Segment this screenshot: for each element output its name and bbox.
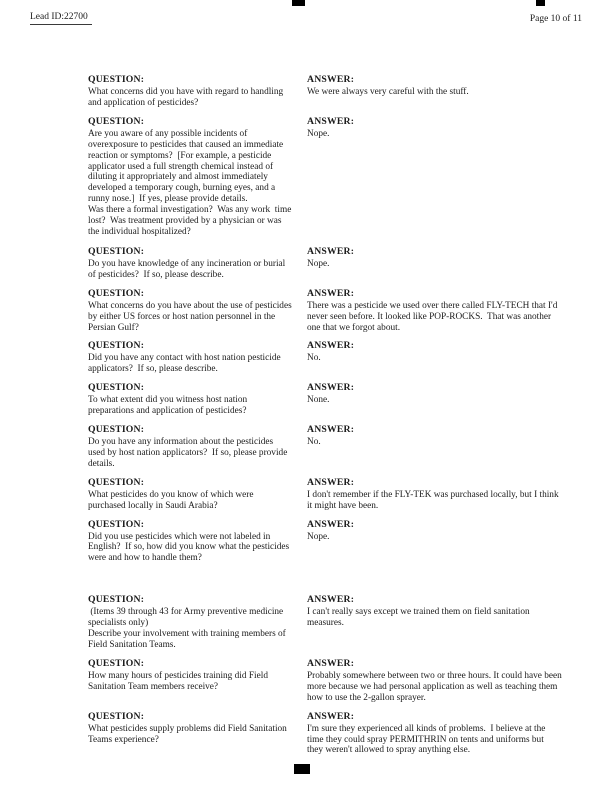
answer-text: I can't really says except we trained them on field sanitation measures.: [307, 607, 532, 629]
question-text: Did you have any contact with host nation pesticide applicators? If so, please describe.: [88, 353, 283, 375]
question-text: How many hours of pesticides training did Field Sanitation Team members receive?: [88, 670, 271, 692]
answer-text: Nope.: [307, 258, 330, 269]
question-text: What pesticides do you know of which were purchased locally in Saudi Arabia?: [88, 489, 256, 511]
answer-text: There was a pesticide we used over there called FLY-TECH that I'd never seen before. It looked like POP-ROCKS. That was another one that we forgot about.: [307, 300, 560, 333]
answer-label: ANSWER:: [307, 476, 355, 488]
answer-label: ANSWER:: [307, 424, 355, 436]
question-text: What concerns did you have with regard to handling and application of pesticides?: [88, 87, 286, 108]
question-text: What pesticides supply problems did Field Sanitation Teams experience?: [88, 723, 289, 745]
answer-label: ANSWER:: [307, 518, 355, 530]
answer-text: Probably somewhere between two or three hours. It could have been more because we had personal application as well as teaching them how to use the 2-gallon sprayer.: [307, 670, 565, 703]
scan-artifact-top-right: [536, 0, 545, 6]
answer-text: None.: [307, 395, 330, 406]
qa-block: [88, 711, 562, 757]
question-text: What concerns do you have about the use of pesticides by either US forces or host nation personnel in the Persian Gulf?: [88, 300, 295, 333]
qa-block: [88, 477, 562, 512]
qa-block: [88, 519, 562, 565]
qa-block: [88, 657, 565, 704]
question-label: QUESTION:: [88, 287, 145, 299]
answer-label: ANSWER:: [307, 382, 355, 394]
page-number-label: Page 10 of 11: [529, 14, 582, 24]
answer-label: ANSWER:: [307, 340, 355, 352]
answer-text: No.: [307, 437, 321, 448]
answer-label: ANSWER:: [307, 594, 355, 606]
question-text: Do you have knowledge of any incineration or burial of pesticides? If so, please describe.: [88, 258, 288, 280]
qa-content: [88, 74, 565, 763]
qa-block: [88, 382, 562, 417]
question-text-continued: Describe your involvement with training members of Field Sanitation Teams.: [88, 629, 289, 650]
question-text-continued: Was there a formal investigation? Was any work time lost? Was treatment provided by a physician or was the individual hospitalized?: [88, 205, 294, 237]
question-label: QUESTION:: [88, 245, 145, 257]
question-label: QUESTION:: [88, 594, 145, 606]
answer-label: ANSWER:: [307, 74, 355, 85]
qa-block: [88, 340, 562, 375]
qa-block: [88, 116, 562, 238]
answer-label: ANSWER:: [307, 245, 355, 257]
answer-label: ANSWER:: [307, 657, 355, 669]
answer-text: I don't remember if the FLY-TEK was purchased locally, but I think it might have been.: [307, 489, 561, 511]
answer-text: Nope.: [307, 531, 330, 542]
question-label: QUESTION:: [88, 518, 145, 530]
answer-label: ANSWER:: [307, 115, 355, 127]
question-label: QUESTION:: [88, 710, 145, 722]
question-label: QUESTION:: [88, 657, 145, 669]
question-label: QUESTION:: [88, 340, 145, 352]
scan-artifact-bottom-center: [294, 764, 310, 774]
qa-block: [88, 424, 562, 470]
answer-text: Nope.: [307, 128, 330, 139]
question-label: QUESTION:: [88, 74, 145, 85]
qa-block: [88, 288, 562, 334]
question-label: QUESTION:: [88, 115, 145, 127]
qa-block: [88, 594, 562, 651]
answer-text: I'm sure they experienced all kinds of problems. I believe at the time they could spray PERMITHRIN on tents and uniforms but they weren't allowed to spray anything else.: [307, 723, 548, 756]
question-text: Do you have any information about the pesticides used by host nation applicators? If so, please provide details.: [88, 437, 290, 469]
scan-artifact-top-center: [292, 0, 305, 6]
question-text: Are you aware of any possible incidents of overexposure to pesticides that caused an immediate reaction or symptoms? [For example, a pesticide applicator used a full strength chemical instead of diluting it appropriately and almost immediately developed a temporary cough, burning eyes, and a runny nose.] If yes, please provide details.: [88, 128, 286, 205]
question-label: QUESTION:: [88, 476, 145, 488]
answer-label: ANSWER:: [307, 710, 355, 722]
lead-id-label: Lead ID:22700: [30, 12, 92, 25]
question-label: QUESTION:: [88, 382, 145, 394]
question-text: Did you use pesticides which were not labeled in English? If so, how did you know what the pesticides were and how to handle them?: [88, 531, 292, 564]
answer-text: We were always very careful with the stuff.: [307, 87, 469, 97]
question-text: (Items 39 through 43 for Army preventive medicine specialists only): [88, 607, 286, 629]
answer-label: ANSWER:: [307, 287, 355, 299]
question-label: QUESTION:: [88, 424, 145, 436]
qa-block: [88, 74, 562, 109]
qa-block: [88, 246, 562, 281]
answer-text: No.: [307, 353, 321, 364]
question-text: To what extent did you witness host nation preparations and application of pesticides?: [88, 395, 250, 417]
